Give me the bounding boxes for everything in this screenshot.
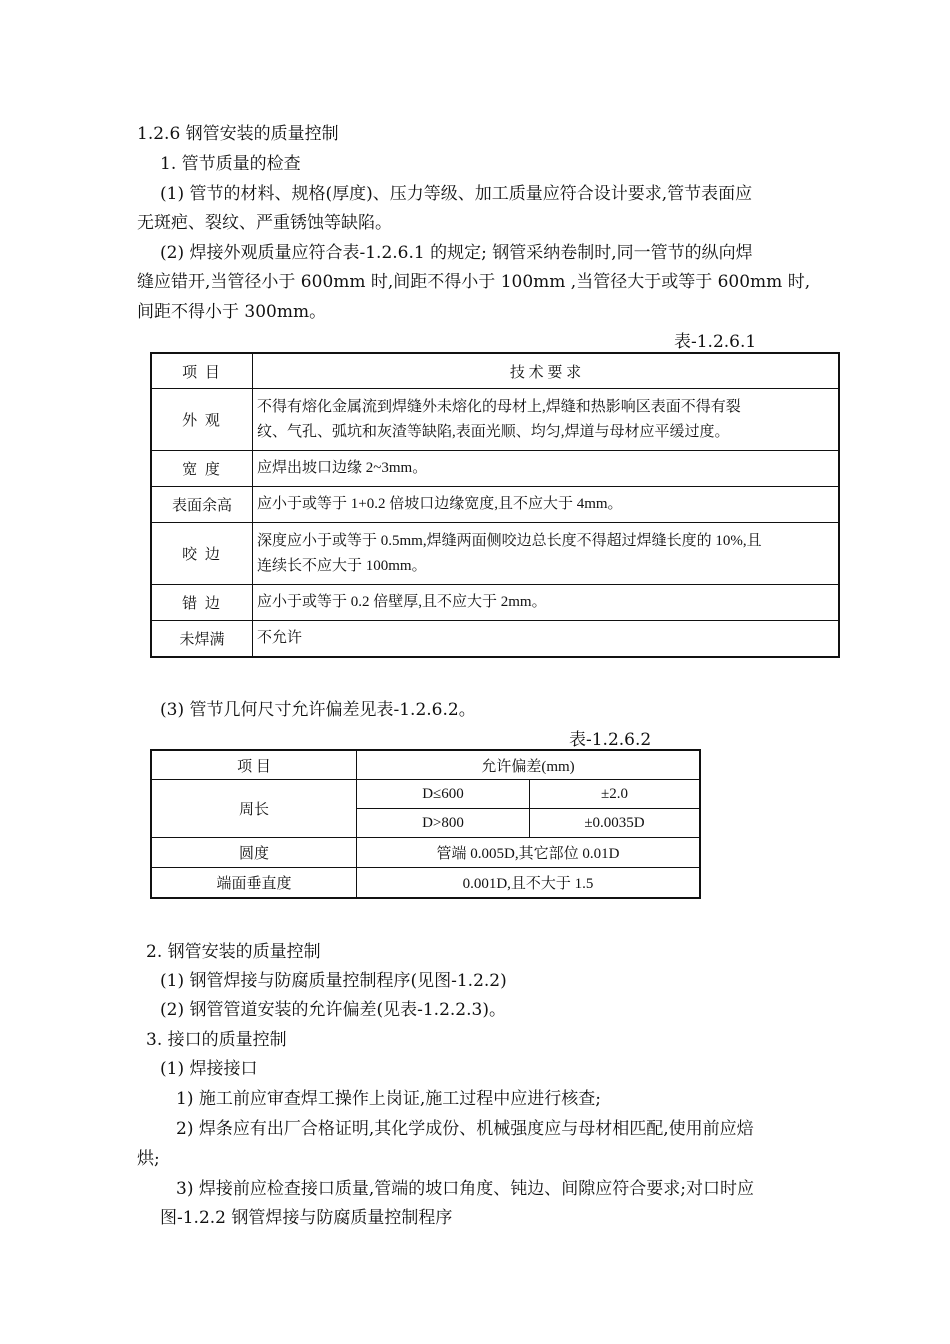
row-condition: D>800 [357,809,530,838]
paragraph-line: (1) 钢管焊接与防腐质量控制程序(见图-1.2.2) [160,971,507,991]
row-item: 表面余高 [151,487,253,523]
table-header-row [151,750,700,780]
row-value: 0.001D,且不大于 1.5 [357,868,701,898]
weld-appearance-table [150,352,840,658]
row-item: 错 边 [151,585,253,621]
dimension-tolerance-table [150,749,701,899]
row-value: ±2.0 [530,780,701,809]
paragraph-line: 无斑疤、裂纹、严重锈蚀等缺陷。 [137,213,392,233]
table-row [151,621,839,657]
row-item: 圆度 [151,838,357,868]
header-deviation: 允许偏差(mm) [357,750,701,780]
table-row [151,868,700,898]
table-row [151,838,700,868]
row-requirement: 不得有熔化金属流到焊缝外未熔化的母材上,焊缝和热影响区表面不得有裂 纹、气孔、弧坑和灰渣等缺陷,表面光顺、均匀,焊道与母材应平缓过度。 [253,389,840,451]
row-item: 宽 度 [151,451,253,487]
row-value: ±0.0035D [530,809,701,838]
paragraph-line: 烘; [137,1149,160,1169]
subheading-2: 2. 钢管安装的质量控制 [146,942,321,962]
row-condition: D≤600 [357,780,530,809]
paragraph-line: 间距不得小于 300mm。 [137,302,327,322]
table-header-row [151,353,839,389]
row-value: 管端 0.005D,其它部位 0.01D [357,838,701,868]
paragraph-line: 1) 施工前应审查焊工操作上岗证,施工过程中应进行核查; [176,1089,601,1109]
section-heading: 1.2.6 钢管安装的质量控制 [137,124,339,144]
paragraph-line: (1) 焊接接口 [160,1059,258,1079]
paragraph-line: (2) 焊接外观质量应符合表-1.2.6.1 的规定; 钢管采纳卷制时,同一管节的纵向焊 [160,243,753,263]
row-item: 外 观 [151,389,253,451]
header-item: 项 目 [151,353,253,389]
row-item: 端面垂直度 [151,868,357,898]
table-row [151,585,839,621]
row-item: 周长 [151,780,357,838]
table-caption: 表-1.2.6.2 [569,730,652,750]
table-row [151,389,839,451]
figure-caption: 图-1.2.2 钢管焊接与防腐质量控制程序 [160,1208,453,1228]
table-caption: 表-1.2.6.1 [674,332,757,352]
row-item: 咬 边 [151,523,253,585]
paragraph-line: 缝应错开,当管径小于 600mm 时,间距不得小于 100mm ,当管径大于或等于 600mm 时, [137,272,811,292]
row-requirement: 应小于或等于 1+0.2 倍坡口边缘宽度,且不应大于 4mm。 [253,487,840,523]
table-row [151,451,839,487]
table-row [151,780,700,809]
header-requirement: 技 术 要 求 [253,353,840,389]
paragraph-line: (2) 钢管管道安装的允许偏差(见表-1.2.2.3)。 [160,1000,506,1020]
header-item: 项 目 [151,750,357,780]
paragraph-line: (1) 管节的材料、规格(厚度)、压力等级、加工质量应符合设计要求,管节表面应 [160,184,753,204]
table-row [151,523,839,585]
table-row [151,487,839,523]
paragraph-line: (3) 管节几何尺寸允许偏差见表-1.2.6.2。 [160,700,476,720]
subheading-1: 1. 管节质量的检查 [160,154,301,174]
row-requirement: 不允许 [253,621,840,657]
row-requirement: 应小于或等于 0.2 倍壁厚,且不应大于 2mm。 [253,585,840,621]
row-item: 未焊满 [151,621,253,657]
paragraph-line: 2) 焊条应有出厂合格证明,其化学成份、机械强度应与母材相匹配,使用前应焙 [176,1119,754,1139]
paragraph-line: 3) 焊接前应检查接口质量,管端的坡口角度、钝边、间隙应符合要求;对口时应 [176,1179,754,1199]
row-requirement: 应焊出坡口边缘 2~3mm。 [253,451,840,487]
subheading-3: 3. 接口的质量控制 [146,1030,287,1050]
row-requirement: 深度应小于或等于 0.5mm,焊缝两面侧咬边总长度不得超过焊缝长度的 10%,且 连续长不应大于 100mm。 [253,523,840,585]
